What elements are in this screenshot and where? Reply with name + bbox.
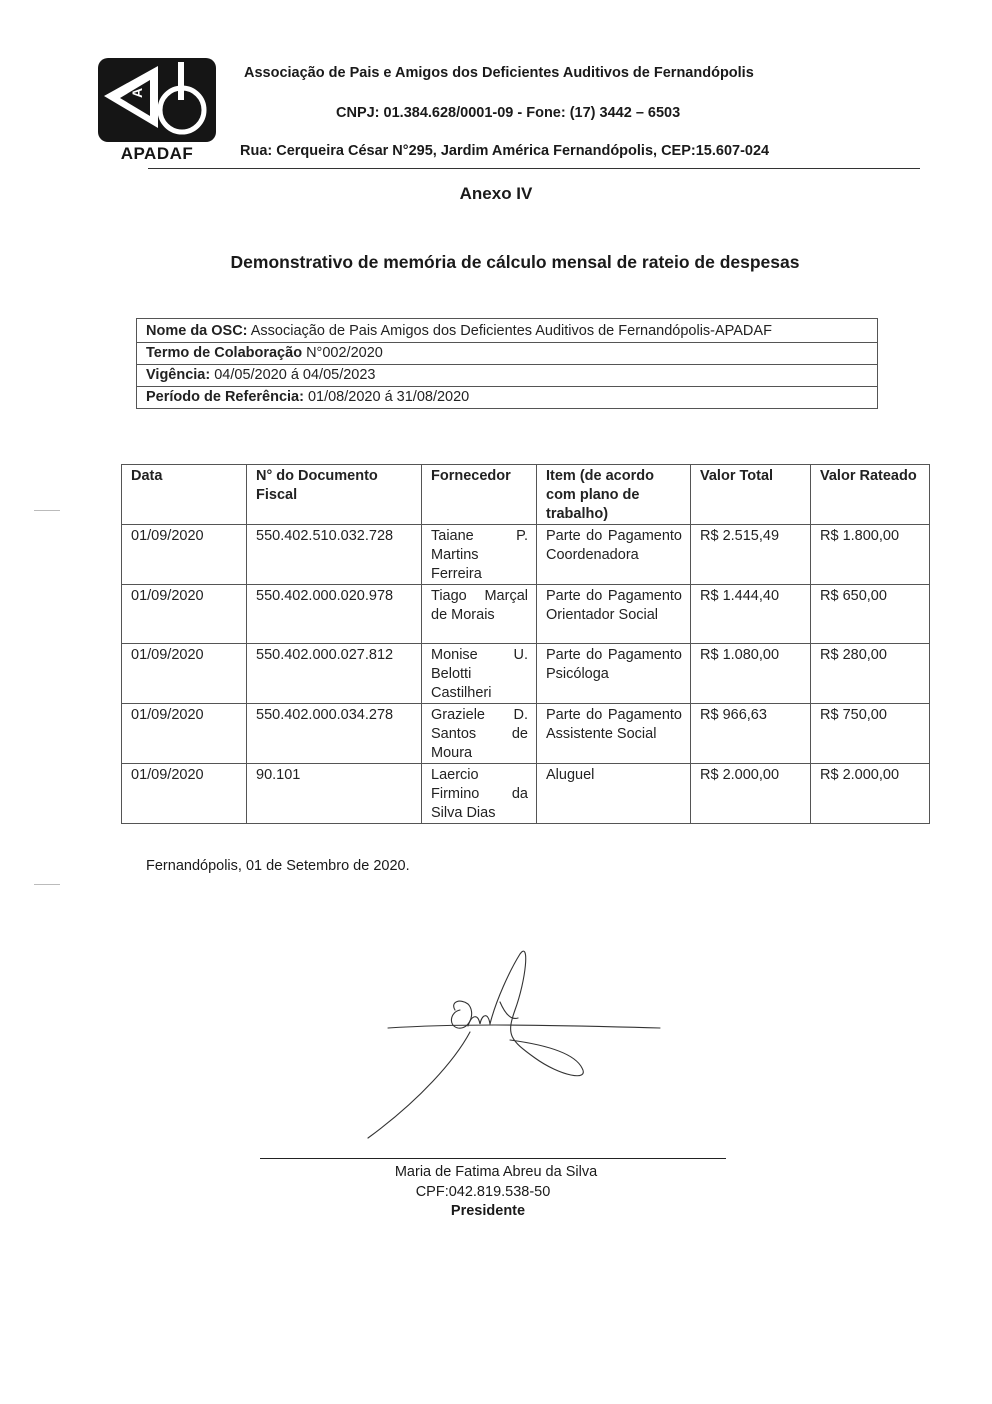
cell-total: R$ 1.080,00 (691, 644, 811, 704)
organization-name: Associação de Pais e Amigos dos Deficientes Auditivos de Fernandópolis (244, 65, 754, 81)
cell-item: Aluguel (537, 764, 691, 824)
osc-name-value: Associação de Pais Amigos dos Deficientes Auditivos de Fernandópolis-APADAF (247, 323, 772, 339)
cell-item: Parte do Pagamento Orientador Social (537, 585, 691, 644)
cell-total: R$ 2.000,00 (691, 764, 811, 824)
cell-total: R$ 966,63 (691, 704, 811, 764)
header-prorated: Valor Rateado (811, 465, 930, 525)
period-row (137, 386, 877, 408)
place-and-date: Fernandópolis, 01 de Setembro de 2020. (146, 858, 410, 874)
cell-prorated: R$ 2.000,00 (811, 764, 930, 824)
svg-text:A: A (129, 87, 145, 98)
validity-row (137, 364, 877, 386)
cell-total: R$ 1.444,40 (691, 585, 811, 644)
table-row (122, 585, 930, 644)
table-row (122, 764, 930, 824)
osc-name-row (137, 319, 877, 342)
cnpj-phone: CNPJ: 01.384.628/0001-09 - Fone: (17) 3442 – 6503 (336, 105, 681, 121)
logo-emblem (98, 58, 216, 142)
signatory-name: Maria de Fatima Abreu da Silva (394, 1164, 598, 1180)
annex-heading: Anexo IV (459, 184, 533, 203)
term-row (137, 342, 877, 364)
cell-doc: 550.402.000.034.278 (247, 704, 422, 764)
cell-doc: 90.101 (247, 764, 422, 824)
term-label: Termo de Colaboração (146, 345, 303, 361)
ear-logo-icon (98, 58, 216, 142)
term-value: N°002/2020 (302, 345, 383, 361)
margin-mark (34, 884, 60, 885)
cell-doc: 550.402.000.020.978 (247, 585, 422, 644)
header-supplier: Fornecedor (422, 465, 537, 525)
cell-prorated: R$ 280,00 (811, 644, 930, 704)
table-row (122, 525, 930, 585)
period-value: 01/08/2020 á 31/08/2020 (303, 389, 470, 405)
cell-supplier: Laercio Firmino da Silva Dias (422, 764, 537, 824)
cell-doc: 550.402.510.032.728 (247, 525, 422, 585)
logo-wordmark: APADAF (120, 144, 194, 163)
osc-name-label: Nome da OSC: (146, 323, 248, 339)
cell-date: 01/09/2020 (122, 644, 247, 704)
table-header-row (122, 465, 930, 525)
validity-value: 04/05/2020 á 04/05/2023 (210, 367, 376, 383)
document-title: Demonstrativo de memória de cálculo mensal de rateio de despesas (230, 252, 800, 272)
table-row (122, 644, 930, 704)
cell-item: Parte do Pagamento Assistente Social (537, 704, 691, 764)
cell-doc: 550.402.000.027.812 (247, 644, 422, 704)
handwritten-signature (360, 940, 680, 1150)
cell-date: 01/09/2020 (122, 764, 247, 824)
header-date: Data (122, 465, 247, 525)
period-label: Período de Referência: (146, 389, 304, 405)
cell-date: 01/09/2020 (122, 585, 247, 644)
signatory-role: Presidente (450, 1203, 526, 1219)
header-doc: N° do Documento Fiscal (247, 465, 422, 525)
organization-logo (98, 58, 216, 164)
cell-item: Parte do Pagamento Psicóloga (537, 644, 691, 704)
margin-mark (34, 510, 60, 511)
organization-address: Rua: Cerqueira César N°295, Jardim América Fernandópolis, CEP:15.607-024 (240, 143, 770, 159)
header-item: Item (de acordo com plano de trabalho) (537, 465, 691, 525)
signatory-cpf: CPF:042.819.538-50 (415, 1184, 551, 1200)
cell-prorated: R$ 1.800,00 (811, 525, 930, 585)
osc-info-box (136, 318, 878, 409)
cell-supplier: Graziele D. Santos de Moura (422, 704, 537, 764)
header-divider (148, 168, 920, 169)
cell-total: R$ 2.515,49 (691, 525, 811, 585)
cell-supplier: Tiago Marçal de Morais (422, 585, 537, 644)
cell-prorated: R$ 750,00 (811, 704, 930, 764)
table-row (122, 704, 930, 764)
cell-item: Parte do Pagamento Coordenadora (537, 525, 691, 585)
cell-prorated: R$ 650,00 (811, 585, 930, 644)
signature-line (260, 1158, 726, 1159)
cell-date: 01/09/2020 (122, 525, 247, 585)
cell-date: 01/09/2020 (122, 704, 247, 764)
header-total: Valor Total (691, 465, 811, 525)
cell-supplier: Taiane P. Martins Ferreira (422, 525, 537, 585)
expense-table (121, 464, 930, 824)
cell-supplier: Monise U. Belotti Castilheri (422, 644, 537, 704)
validity-label: Vigência: (146, 367, 211, 383)
